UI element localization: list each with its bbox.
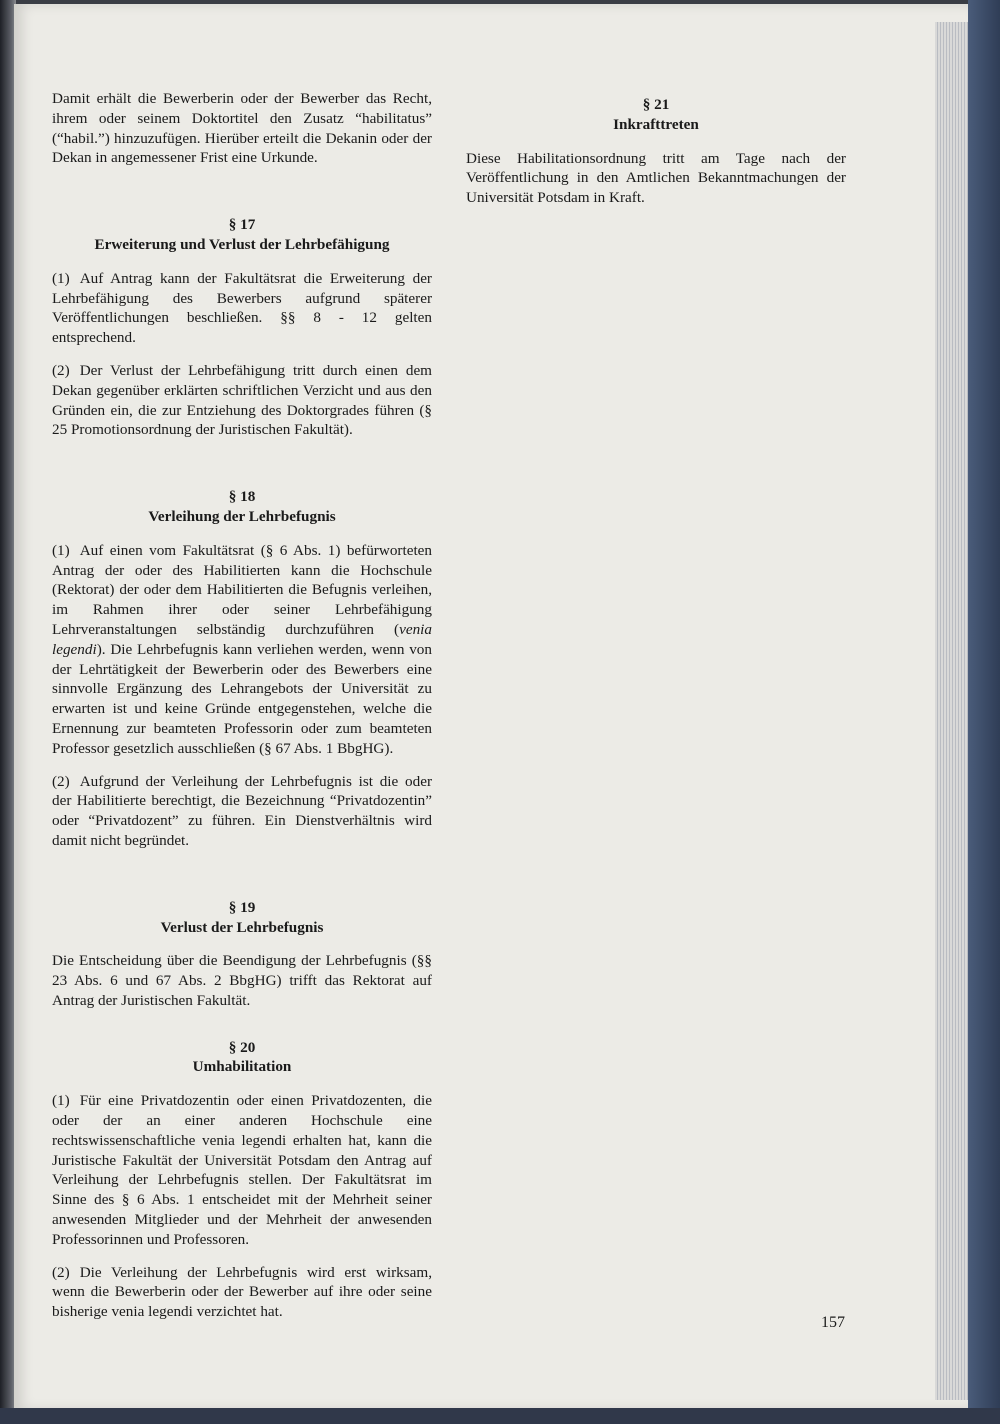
paragraph-number: (2)	[52, 1263, 70, 1281]
section-21-number: § 21	[642, 96, 670, 113]
paragraph-number: (1)	[52, 541, 70, 559]
right-column	[466, 95, 846, 221]
left-column	[52, 89, 432, 1335]
section-17-number: § 17	[228, 216, 256, 234]
section-19-paragraph: Die Entscheidung über die Beendigung der Lehrbefugnis (§§ 23 Abs. 6 und 67 Abs. 2 BbgHG) trifft das Rektorat auf Antrag der Juristischen Fakultät.	[52, 952, 432, 1009]
section-17-paragraph-2: (2) Der Verlust der Lehrbefähigung tritt durch einen dem Dekan gegenüber erklärten schriftlichen Verzicht und aus den Gründen ein, die zur Entziehung des Doktorgrades führen (§ 25 Promotionsordnung der Juristischen Fakultät).	[52, 361, 432, 439]
section-20-number: § 20	[228, 1038, 256, 1056]
paragraph-number: (2)	[52, 361, 70, 379]
page-number: 157	[821, 1314, 845, 1331]
venia-legendi-term: venia legendi	[52, 620, 432, 658]
paragraph-number: (2)	[52, 772, 70, 790]
paragraph-number: (1)	[52, 269, 70, 287]
paragraph-number: (1)	[52, 1092, 70, 1110]
book-cover-right	[968, 0, 1000, 1424]
intro-paragraph: Damit erhält die Bewerberin oder der Bewerber das Recht, ihrem oder seinem Doktortitel den Zusatz “habilitatus” (“habil.”) hinzuzufügen. Hierüber erteilt die Dekanin oder der Dekan in angemessener Frist eine Urkunde.	[52, 90, 432, 167]
section-21-title: Inkrafttreten	[613, 115, 699, 133]
section-19-number: § 19	[228, 898, 256, 916]
section-18-number: § 18	[228, 488, 256, 506]
section-20-paragraph-2: (2) Die Verleihung der Lehrbefugnis wird erst wirksam, wenn die Bewerberin oder der Bewerber auf ihre oder seine bisherige venia legendi verzichtet hat.	[52, 1263, 432, 1321]
book-cover-bottom	[0, 1408, 1000, 1424]
section-17-title: Erweiterung und Verlust der Lehrbefähigung	[94, 235, 390, 253]
section-17-paragraph-1: (1) Auf Antrag kann der Fakultätsrat die Erweiterung der Lehrbefähigung des Bewerbers aufgrund späterer Veröffentlichungen beschließen. §§ 8 - 12 gelten entsprechend.	[52, 269, 432, 347]
section-20-paragraph-1: (1) Für eine Privatdozentin oder einen Privatdozenten, die oder der an einer anderen Hochschule eine rechtswissenschaftliche venia legendi erhalten hat, kann die Juristische Fakultät der Universität Potsdam den Antrag auf Verleihung der Lehrbefugnis stellen. Der Fakultätsrat im Sinne des § 6 Abs. 1 entscheidet mit der Mehrheit seiner anwesenden Mitglieder und der Mehrheit der anwesenden Professorinnen und Professoren.	[52, 1092, 432, 1248]
section-19-title: Verlust der Lehrbefugnis	[160, 918, 324, 936]
section-18-title: Verleihung der Lehrbefugnis	[148, 507, 336, 525]
section-21-paragraph: Diese Habilitationsordnung tritt am Tage nach der Veröffentlichung in den Amtlichen Bekanntmachungen der Universität Potsdam in Kraft.	[466, 149, 846, 207]
section-18-paragraph-2: (2) Aufgrund der Verleihung der Lehrbefugnis ist die oder der Habilitierte berechtigt, die Bezeichnung “Privatdozentin” oder “Privatdozent” zu führen. Ein Dienstverhältnis wird damit nicht begründet.	[52, 772, 432, 849]
page-edges	[935, 22, 969, 1400]
section-18-paragraph-1: (1) Auf einen vom Fakultätsrat (§ 6 Abs. 1) befürworteten Antrag der oder des Habilitierten kann die Hochschule (Rektorat) der oder dem Habilitierten die Befugnis verleihen, im Rahmen ihrer oder seiner Lehrbefähigung Lehrveranstaltungen selbständig durchzuführen (venia legendi). Die Lehrbefugnis kann verliehen werden, wenn von der Lehrtätigkeit der Bewerberin oder des Bewerbers eine sinnvolle Ergänzung des Lehrangebots der Universität zu erwarten ist und keine Gründe entgegenstehen, welche die Ernennung zur beamteten Professorin oder zum beamteten Professor gesetzlich ausschließen (§ 67 Abs. 1 BbgHG).	[52, 541, 432, 757]
section-20-title: Umhabilitation	[192, 1058, 292, 1076]
